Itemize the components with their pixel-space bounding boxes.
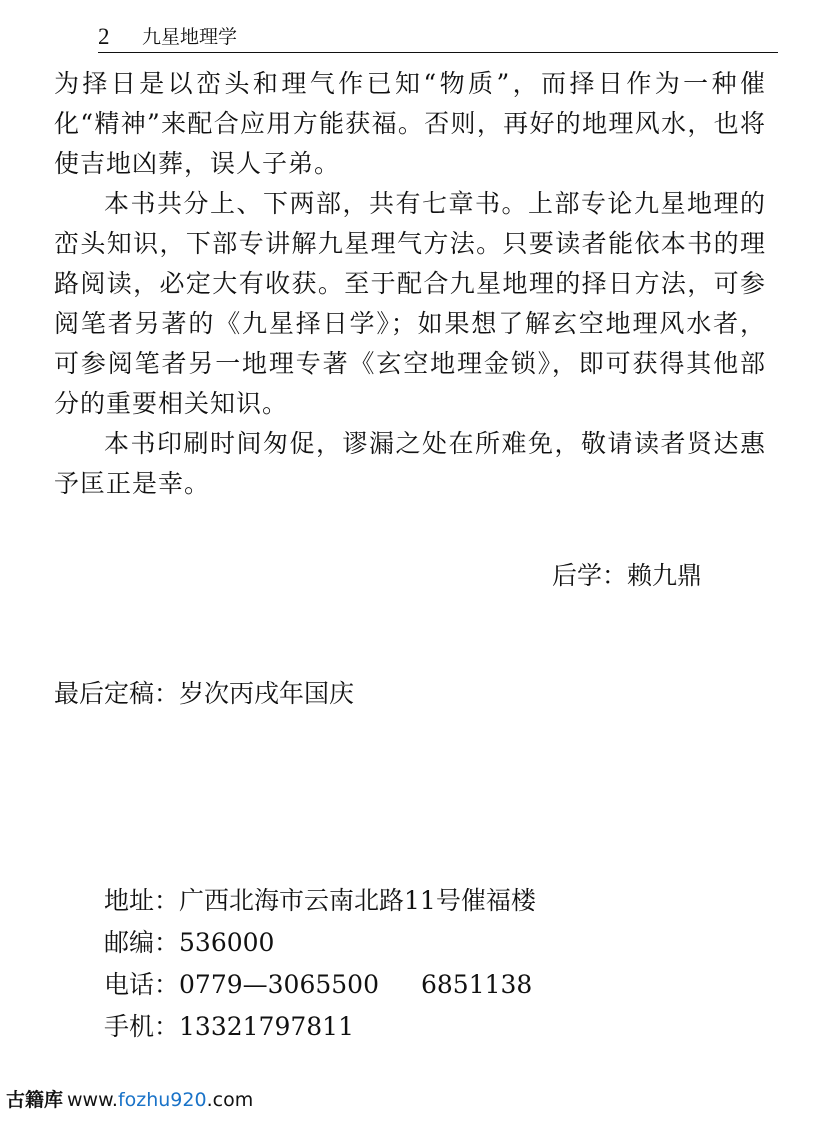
watermark-cn: 古籍库: [6, 1089, 64, 1111]
watermark-accent: fozhu920: [117, 1089, 207, 1111]
final-draft-date: 最后定稿：岁次丙戌年国庆: [54, 679, 355, 708]
watermark-prefix: www.: [67, 1089, 118, 1111]
address-value: 广西北海市云南北路11号催福楼: [179, 886, 536, 915]
paragraph-book-structure: 本书共分上、下两部，共有七章书。上部专论九星地理的峦头知识，下部专讲解九星理气方法。只要读者能依本书的理路阅读，必定大有收获。至于配合九星地理的择日方法，可参阅笔者另著的《九星择日学》；如果想了解玄空地理风水者，可参阅笔者另一地理专著《玄空地理金锁》，即可获得其他部分的重要相关知识。: [54, 189, 766, 418]
contact-block: [104, 880, 536, 1048]
phone-value-2: 6851138: [420, 970, 533, 999]
address-label: 地址：: [104, 886, 180, 915]
phone-line: [104, 964, 536, 1006]
mobile-value: 13321797811: [179, 1012, 354, 1041]
running-title: 九星地理学: [142, 26, 238, 48]
postcode-label: 邮编：: [104, 928, 180, 957]
phone-label: 电话：: [104, 970, 180, 999]
mobile-label: 手机：: [104, 1012, 180, 1041]
paragraph-continuation: 为择日是以峦头和理气作已知“物质”，而择日作为一种催化“精神”来配合应用方能获福。否则，再好的地理风水，也将使吉地凶葬，误人子弟。: [54, 69, 766, 178]
phone-value-1: 0779—3065500: [179, 970, 379, 999]
author-signature: 后学：赖九鼎: [552, 561, 703, 590]
paragraph-apology: 本书印刷时间匆促，谬漏之处在所难免，敬请读者贤达惠予匡正是幸。: [54, 429, 766, 498]
mobile-line: [104, 1006, 536, 1048]
postcode-line: [104, 922, 536, 964]
page-header: [98, 18, 778, 53]
body-text: [54, 64, 766, 504]
site-watermark: [6, 1086, 253, 1114]
page-number: 2: [98, 24, 110, 49]
postcode-value: 536000: [179, 928, 275, 957]
watermark-suffix: .com: [206, 1089, 254, 1111]
address-line: [104, 880, 536, 922]
